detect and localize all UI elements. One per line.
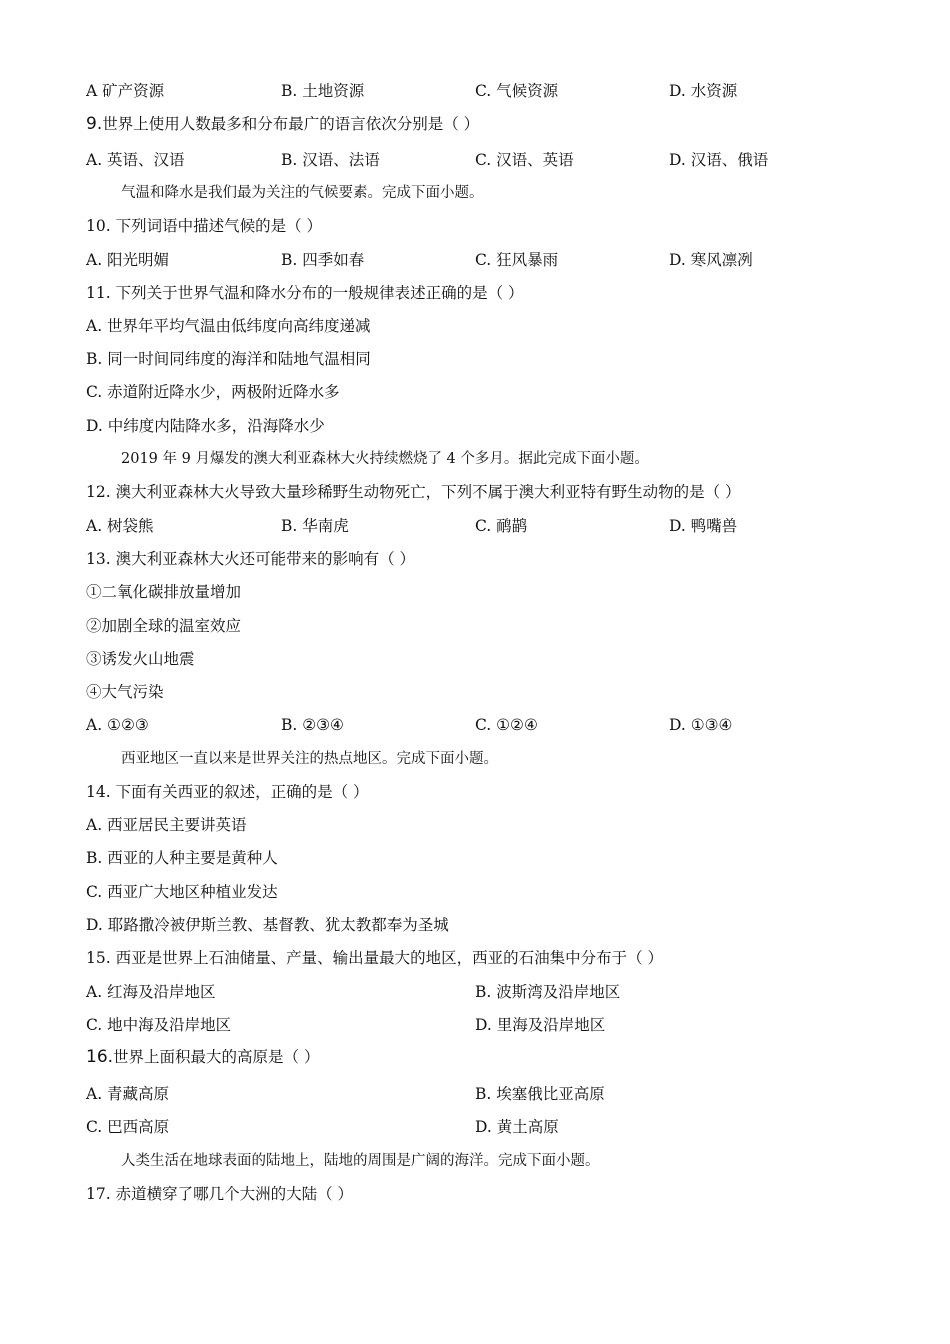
q16-option-b: B. 埃塞俄比亚高原 bbox=[475, 1085, 605, 1103]
q16-number: 16. bbox=[86, 1047, 114, 1067]
intro-climate: 气温和降水是我们最为关注的气候要素。完成下面小题。 bbox=[121, 185, 484, 201]
q9-text: 世界上使用人数最多和分布最广的语言依次分别是（ ） bbox=[102, 115, 480, 133]
q13-option-b: B. ②③④ bbox=[281, 716, 344, 734]
q8-option-a: A 矿产资源 bbox=[86, 82, 165, 100]
q10-option-a: A. 阳光明媚 bbox=[86, 251, 170, 269]
q13-option-a: A. ①②③ bbox=[86, 716, 149, 734]
q13-question: 13. 澳大利亚森林大火还可能带来的影响有（ ） bbox=[86, 550, 416, 568]
q12-question: 12. 澳大利亚森林大火导致大量珍稀野生动物死亡，下列不属于澳大利亚特有野生动物的是（ ） bbox=[86, 483, 741, 501]
q8-option-c: C. 气候资源 bbox=[475, 82, 559, 100]
q15-option-a: A. 红海及沿岸地区 bbox=[86, 983, 216, 1001]
q13-option-c: C. ①②④ bbox=[475, 716, 538, 734]
q13-item-4: ④大气污染 bbox=[86, 683, 164, 701]
q10-question: 10. 下列词语中描述气候的是（ ） bbox=[86, 217, 323, 235]
q13-option-d: D. ①③④ bbox=[669, 716, 733, 734]
q12-option-a: A. 树袋熊 bbox=[86, 517, 154, 535]
q10-option-d: D. 寒风凛冽 bbox=[669, 251, 753, 269]
q11-option-d: D. 中纬度内陆降水多，沿海降水少 bbox=[86, 417, 325, 435]
q14-option-c: C. 西亚广大地区种植业发达 bbox=[86, 883, 278, 901]
q8-option-d: D. 水资源 bbox=[669, 82, 738, 100]
q16-question bbox=[86, 1047, 319, 1067]
q11-option-a: A. 世界年平均气温由低纬度向高纬度递减 bbox=[86, 317, 371, 335]
q11-option-b: B. 同一时间同纬度的海洋和陆地气温相同 bbox=[86, 350, 371, 368]
q12-option-b: B. 华南虎 bbox=[281, 517, 349, 535]
q13-item-3: ③诱发火山地震 bbox=[86, 650, 195, 668]
intro-land-ocean: 人类生活在地球表面的陆地上，陆地的周围是广阔的海洋。完成下面小题。 bbox=[121, 1153, 600, 1169]
q13-item-2: ②加剧全球的温室效应 bbox=[86, 617, 242, 635]
q15-option-c: C. 地中海及沿岸地区 bbox=[86, 1016, 232, 1034]
q15-question: 15. 西亚是世界上石油储量、产量、输出量最大的地区，西亚的石油集中分布于（ ） bbox=[86, 949, 664, 967]
q10-option-c: C. 狂风暴雨 bbox=[475, 251, 559, 269]
q9-option-c: C. 汉语、英语 bbox=[475, 151, 574, 169]
intro-west-asia: 西亚地区一直以来是世界关注的热点地区。完成下面小题。 bbox=[121, 751, 498, 767]
q13-item-1: ①二氧化碳排放量增加 bbox=[86, 583, 242, 601]
q14-option-d: D. 耶路撒冷被伊斯兰教、基督教、犹太教都奉为圣城 bbox=[86, 916, 449, 934]
q16-text: 世界上面积最大的高原是（ ） bbox=[113, 1048, 320, 1066]
intro-australia-fire: 2019 年 9 月爆发的澳大利亚森林大火持续燃烧了 4 个多月。据此完成下面小题。 bbox=[121, 451, 649, 467]
q11-question: 11. 下列关于世界气温和降水分布的一般规律表述正确的是（ ） bbox=[86, 284, 524, 302]
q14-option-a: A. 西亚居民主要讲英语 bbox=[86, 816, 247, 834]
q9-number: 9. bbox=[86, 114, 103, 134]
q9-question bbox=[86, 114, 479, 134]
q9-option-d: D. 汉语、俄语 bbox=[669, 151, 769, 169]
q8-option-b: B. 土地资源 bbox=[281, 82, 365, 100]
q15-option-b: B. 波斯湾及沿岸地区 bbox=[475, 983, 621, 1001]
q16-option-a: A. 青藏高原 bbox=[86, 1085, 170, 1103]
q16-option-c: C. 巴西高原 bbox=[86, 1118, 170, 1136]
q12-option-c: C. 鸸鹋 bbox=[475, 517, 528, 535]
q9-option-a: A. 英语、汉语 bbox=[86, 151, 185, 169]
q14-option-b: B. 西亚的人种主要是黄种人 bbox=[86, 849, 278, 867]
q10-option-b: B. 四季如春 bbox=[281, 251, 365, 269]
q12-option-d: D. 鸭嘴兽 bbox=[669, 517, 738, 535]
q11-option-c: C. 赤道附近降水少，两极附近降水多 bbox=[86, 383, 340, 401]
q17-question: 17. 赤道横穿了哪几个大洲的大陆（ ） bbox=[86, 1185, 354, 1203]
q14-question: 14. 下面有关西亚的叙述，正确的是（ ） bbox=[86, 783, 369, 801]
q16-option-d: D. 黄土高原 bbox=[475, 1118, 559, 1136]
q9-option-b: B. 汉语、法语 bbox=[281, 151, 380, 169]
q15-option-d: D. 里海及沿岸地区 bbox=[475, 1016, 606, 1034]
